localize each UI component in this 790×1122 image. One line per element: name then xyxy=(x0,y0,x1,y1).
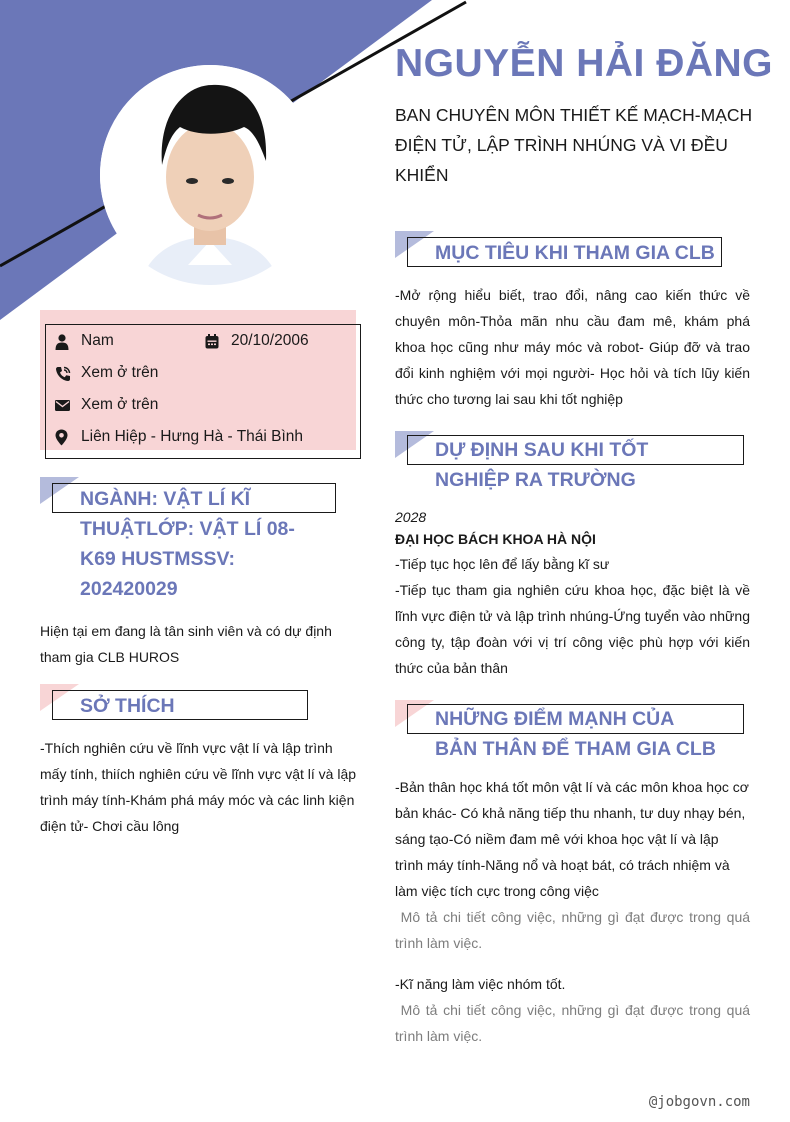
plan-title-line: NGHIỆP RA TRƯỜNG xyxy=(435,469,636,491)
education-description: Hiện tại em đang là tân sinh viên và có dự định tham gia CLB HUROS xyxy=(40,623,332,665)
plan-line-2: -Tiếp tục tham gia nghiên cứu khoa học, đặc biệt là về lĩnh vực điện tử và lập trình nhúng-Ứng tuyển vào những công ty, tập đoàn với vị trí công việc phù hợp với kiến thức của bản thân xyxy=(395,582,750,676)
education-title-line: K69 HUSTMSSV: xyxy=(80,548,235,570)
education-title-line: NGÀNH: VẬT LÍ KĨ xyxy=(80,488,251,510)
strengths-description: -Bản thân học khá tốt môn vật lí và các môn khoa học cơ bản khác- Có khả năng tiếp thu nhanh, tư duy nhạy bén, sáng tạo-Có niềm đam mê với khoa học vật lí và lập trình máy tính-Năng nổ và hoạt bát, có trách nhiệm và làm việc tích cực trong công việc xyxy=(395,779,749,899)
objective-description: -Mở rộng hiểu biết, trao đổi, nâng cao kiến thức về chuyên môn-Thỏa mãn nhu cầu đam mê, khám phá khoa học cũng như máy móc và robot- Giúp đỡ và trao đổi kinh nghiệm với mọi người- Học hỏi và tích lũy kiến thức cho tương lai sau khi tốt nghiệp xyxy=(395,287,750,407)
plan-line-1: -Tiếp tục học lên để lấy bằng kĩ sư xyxy=(395,556,610,572)
plan-school: ĐẠI HỌC BÁCH KHOA HÀ NỘI xyxy=(395,531,596,547)
address-value: Liên Hiệp - Hưng Hà - Thái Bình xyxy=(81,428,304,445)
phone-value: Xem ở trên xyxy=(81,364,159,381)
phone-icon xyxy=(55,366,71,382)
calendar-icon xyxy=(205,334,219,349)
strengths-title-line: NHỮNG ĐIỂM MẠNH CỦA xyxy=(435,708,675,730)
avatar xyxy=(100,65,320,285)
strengths-title-line: BẢN THÂN ĐỂ THAM GIA CLB xyxy=(435,738,716,760)
mail-icon xyxy=(55,399,70,412)
strengths-teamwork: -Kĩ năng làm việc nhóm tốt. xyxy=(395,976,566,992)
gender-value: Nam xyxy=(81,332,114,349)
education-title-line: 202420029 xyxy=(80,578,178,600)
education-title-line: THUẬTLỚP: VẬT LÍ 08- xyxy=(80,518,295,540)
candidate-name: NGUYỄN HẢI ĐĂNG xyxy=(395,42,774,85)
watermark: @jobgovn.com xyxy=(648,1094,750,1110)
location-pin-icon xyxy=(55,429,68,446)
strengths-title xyxy=(435,704,745,764)
hobbies-description: -Thích nghiên cứu về lĩnh vực vật lí và lập trình mấy tính, thiích nghiên cứu về lĩnh vực vật lí và lập trình máy tính-Khám phá máy móc và các linh kiện điện tử- Chơi cầu lông xyxy=(40,740,357,834)
plan-year: 2028 xyxy=(395,509,427,525)
objective-title: MỤC TIÊU KHI THAM GIA CLB xyxy=(435,242,715,264)
plan-title xyxy=(435,435,745,495)
strengths-placeholder-2: Mô tả chi tiết công việc, những gì đạt được trong quá trình làm việc. xyxy=(395,1002,754,1044)
hobbies-title: SỞ THÍCH xyxy=(80,695,175,717)
education-title xyxy=(80,484,360,604)
person-icon xyxy=(55,334,69,350)
strengths-placeholder-1: Mô tả chi tiết công việc, những gì đạt được trong quá trình làm việc. xyxy=(395,909,754,951)
email-value: Xem ở trên xyxy=(81,396,159,413)
birthday-value: 20/10/2006 xyxy=(231,332,309,349)
plan-title-line: DỰ ĐỊNH SAU KHI TỐT xyxy=(435,439,649,461)
position-title: BAN CHUYÊN MÔN THIẾT KẾ MẠCH-MẠCH ĐIỆN TỬ, LẬP TRÌNH NHÚNG VÀ VI ĐỀU KHIỂN xyxy=(395,105,753,185)
